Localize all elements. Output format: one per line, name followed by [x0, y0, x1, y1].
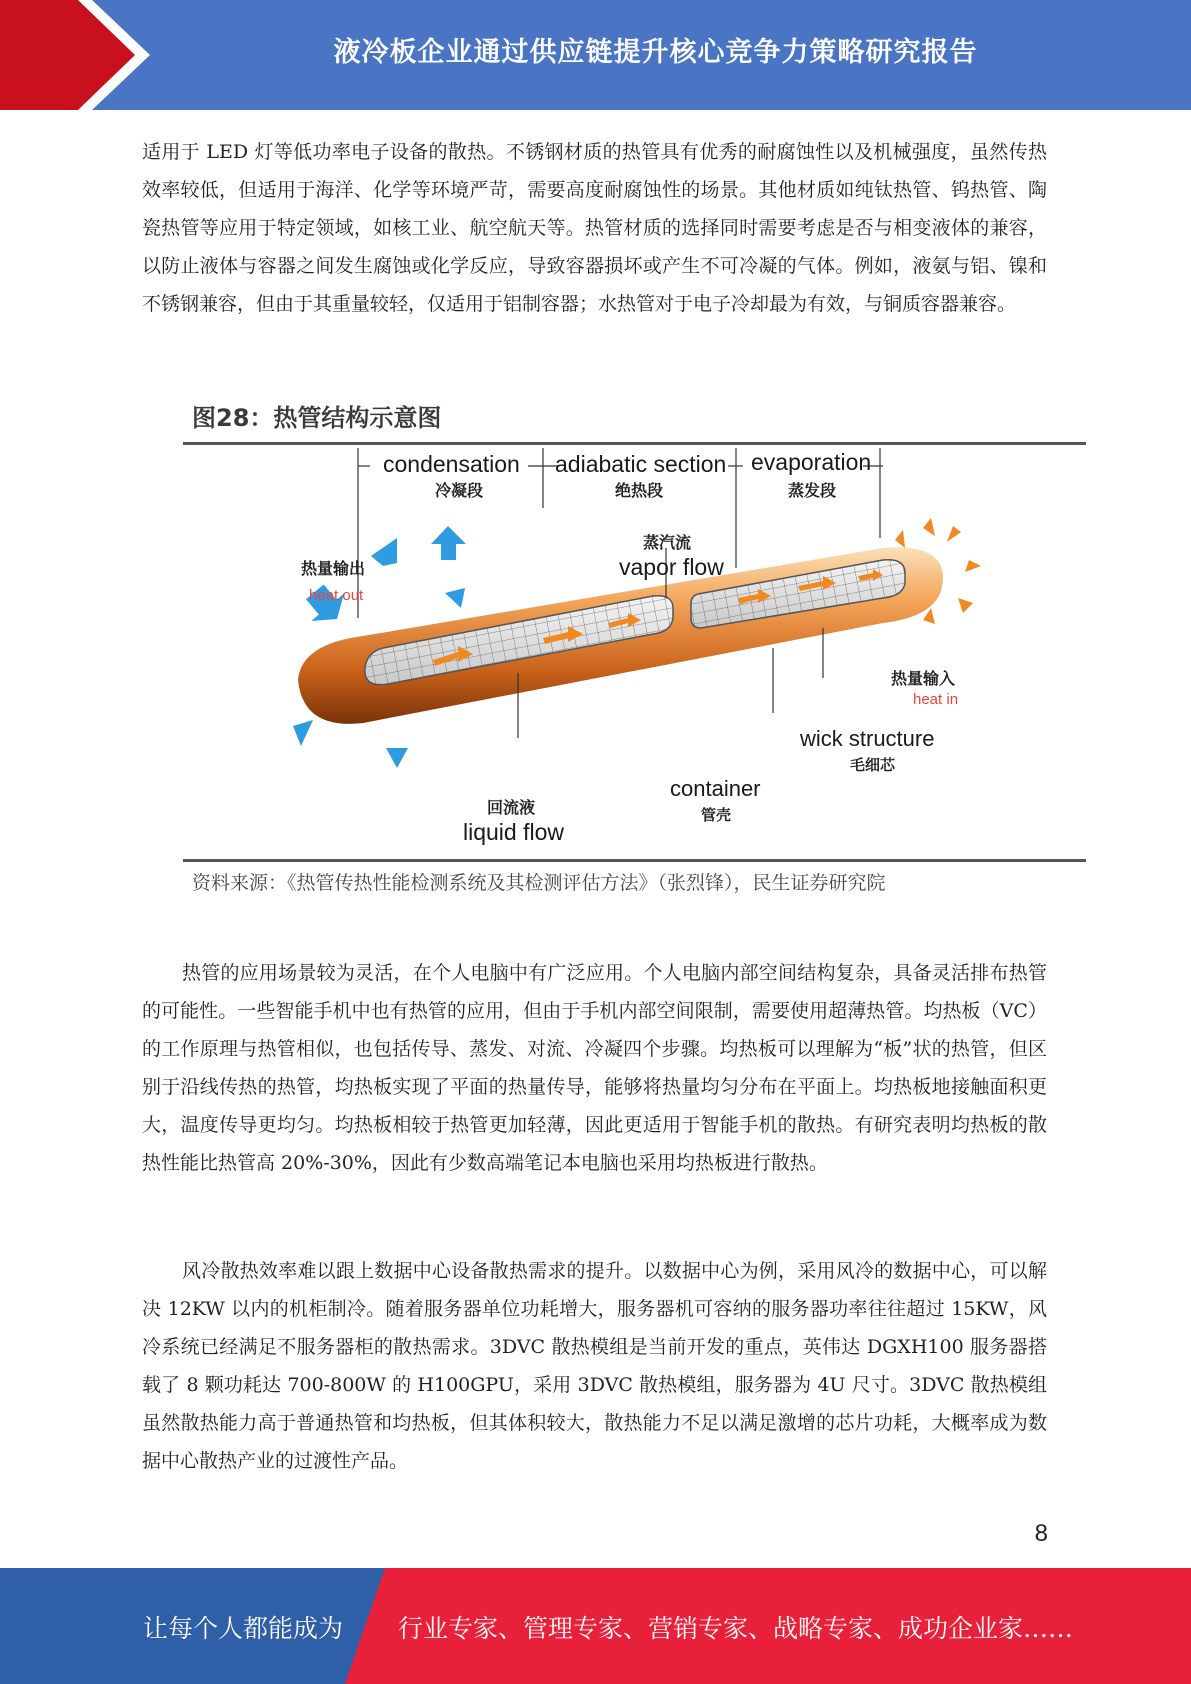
label-heat-out-cn: 热量输出 [301, 559, 366, 578]
label-heat-out-en: heat out [309, 587, 364, 604]
footer-slogan-left: 让每个人都能成为 [143, 1614, 344, 1643]
body-paragraph-1: 适用于 LED 灯等低功率电子设备的散热。不锈钢材质的热管具有优秀的耐腐蚀性以及机械强度，虽然传热效率较低，但适用于海洋、化学等环境严苛，需要高度耐腐蚀性的场景。其他材质如纯钛热管、钨热管、陶瓷热管等应用于特定领域，如核工业、航空航天等。热管材质的选择同时需要考虑是否与相变液体的兼容，以防止液体与容器之间发生腐蚀或化学反应，导致容器损坏或产生不可冷凝的气体。例如，液氨与铝、镍和不锈钢兼容，但由于其重量较轻，仅适用于铝制容器；水热管对于电子冷却最为有效，与铜质容器兼容。 [142, 141, 1047, 315]
label-vapor-en: vapor flow [619, 554, 724, 580]
label-liquid-en: liquid flow [463, 819, 564, 845]
label-heat-in-cn: 热量输入 [891, 669, 956, 688]
page-header [0, 0, 1191, 110]
label-wick-en: wick structure [800, 726, 935, 751]
label-evaporation-en: evaporation [751, 449, 872, 475]
figure-title: 图28：热管结构示意图 [192, 404, 442, 432]
heat-pipe-diagram [183, 448, 1086, 856]
label-container-en: container [670, 776, 761, 801]
label-wick-cn: 毛细芯 [850, 756, 896, 774]
body-paragraph-3: 风冷散热效率难以跟上数据中心设备散热需求的提升。以数据中心为例，采用风冷的数据中心，可以解决 12KW 以内的机柜制冷。随着服务器单位功耗增大，服务器机可容纳的服务器功率往往超过 15KW，风冷系统已经满足不服务器柜的散热需求。3DVC 散热模组是当前开发的重点，英伟达 DGXH100 服务器搭载了 8 颗功耗达 700-800W 的 H100GPU，采用 3DVC 散热模组，服务器为 4U 尺寸。3DVC 散热模组虽然散热能力高于普通热管和均热板，但其体积较大，散热能力不足以满足激增的芯片功耗，大概率成为数据中心散热产业的过渡性产品。 [142, 1260, 1047, 1472]
figure-source: 资料来源：《热管传热性能检测系统及其检测评估方法》（张烈锋），民生证券研究院 [192, 872, 886, 894]
label-adiabatic-en: adiabatic section [555, 451, 727, 477]
label-condensation-en: condensation [383, 451, 520, 477]
figure-top-rule [183, 442, 1086, 445]
header-arrow-decoration [0, 0, 150, 110]
label-condensation-cn: 冷凝段 [435, 481, 484, 500]
label-vapor-cn: 蒸汽流 [643, 533, 692, 552]
body-paragraph-2: 热管的应用场景较为灵活，在个人电脑中有广泛应用。个人电脑内部空间结构复杂，具备灵活排布热管的可能性。一些智能手机中也有热管的应用，但由于手机内部空间限制，需要使用超薄热管。均热板（VC）的工作原理与热管相似，也包括传导、蒸发、对流、冷凝四个步骤。均热板可以理解为“板”状的热管，但区别于沿线传热的热管，均热板实现了平面的热量传导，能够将热量均匀分布在平面上。均热板地接触面积更大，温度传导更均匀。均热板相较于热管更加轻薄，因此更适用于智能手机的散热。有研究表明均热板的散热性能比热管高 20%-30%，因此有少数高端笔记本电脑也采用均热板进行散热。 [142, 962, 1047, 1174]
label-heat-in-en: heat in [913, 691, 959, 708]
figure-bottom-rule [183, 859, 1086, 862]
report-title: 液冷板企业通过供应链提升核心竞争力策略研究报告 [333, 37, 978, 68]
label-container-cn: 管壳 [701, 806, 732, 824]
label-adiabatic-cn: 绝热段 [615, 481, 664, 500]
label-liquid-cn: 回流液 [487, 798, 536, 817]
footer-slogan-right: 行业专家、管理专家、营销专家、战略专家、成功企业家…… [398, 1614, 1074, 1643]
page-footer [0, 1568, 1191, 1684]
label-evaporation-cn: 蒸发段 [788, 481, 837, 500]
page-number: 8 [1034, 1520, 1048, 1547]
